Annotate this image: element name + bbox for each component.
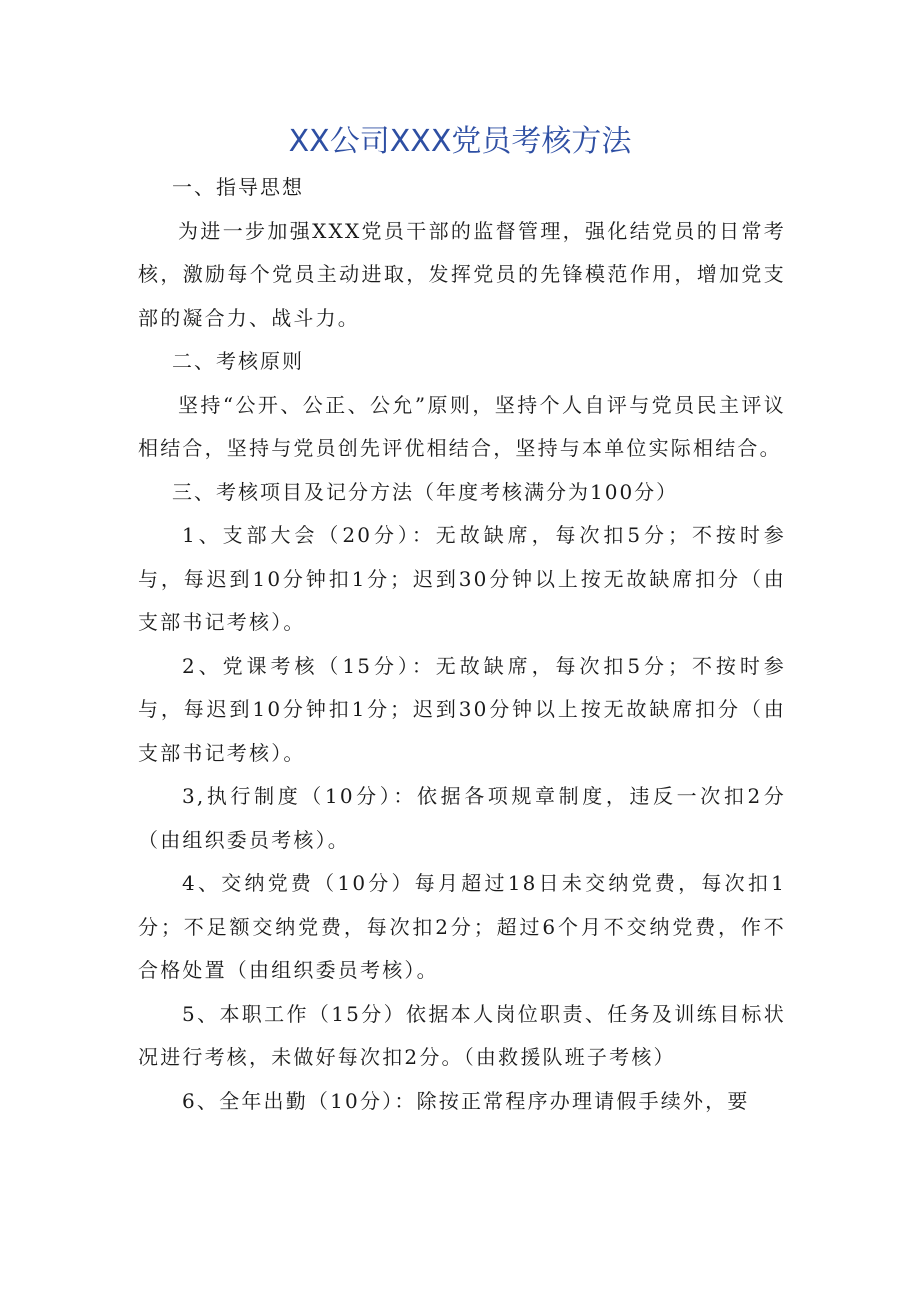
- section-heading-scoring-method: 三、考核项目及记分方法（年度考核满分为100分）: [172, 479, 679, 504]
- section-heading-guiding-ideology: 一、指导思想: [172, 175, 304, 199]
- list-item-rule-compliance: 3,执行制度（10分）：依据各项规章制度，违反一次扣2分（由组织委员考核）。: [138, 784, 786, 852]
- document-title: XX公司XXX党员考核方法: [288, 124, 632, 159]
- paragraph-principles: 坚持“公开、公正、公允”原则，坚持个人自评与党员民主评议相结合，坚持与党员创先评优相结合，坚持与本单位实际相结合。: [138, 392, 786, 460]
- document-body: [138, 166, 786, 1123]
- list-item-branch-meeting: 1、支部大会（20分）：无故缺席，每次扣5分；不按时参与，每迟到10分钟扣1分；迟到30分钟以上按无故缺席扣分（由支部书记考核）。: [138, 523, 786, 634]
- section-heading-principles: 二、考核原则: [172, 349, 304, 373]
- list-item-attendance: 6、全年出勤（10分）：除按正常程序办理请假手续外，要: [182, 1088, 750, 1113]
- list-item-party-lecture: 2、党课考核（15分）：无故缺席，每次扣5分；不按时参与，每迟到10分钟扣1分；迟到30分钟以上按无故缺席扣分（由支部书记考核）。: [138, 653, 786, 765]
- list-item-job-duties: 5、本职工作（15分）依据本人岗位职责、任务及训练目标状况进行考核，未做好每次扣2分。（由救援队班子考核）: [138, 1001, 786, 1069]
- list-item-party-dues: 4、交纳党费（10分）每月超过18日未交纳党费，每次扣1分；不足额交纳党费，每次扣2分；超过6个月不交纳党费，作不合格处置（由组织委员考核）。: [138, 871, 786, 982]
- paragraph-guiding-ideology: 为进一步加强XXX党员干部的监督管理，强化结党员的日常考核，激励每个党员主动进取，发挥党员的先锋模范作用，增加党支部的凝合力、战斗力。: [138, 218, 786, 330]
